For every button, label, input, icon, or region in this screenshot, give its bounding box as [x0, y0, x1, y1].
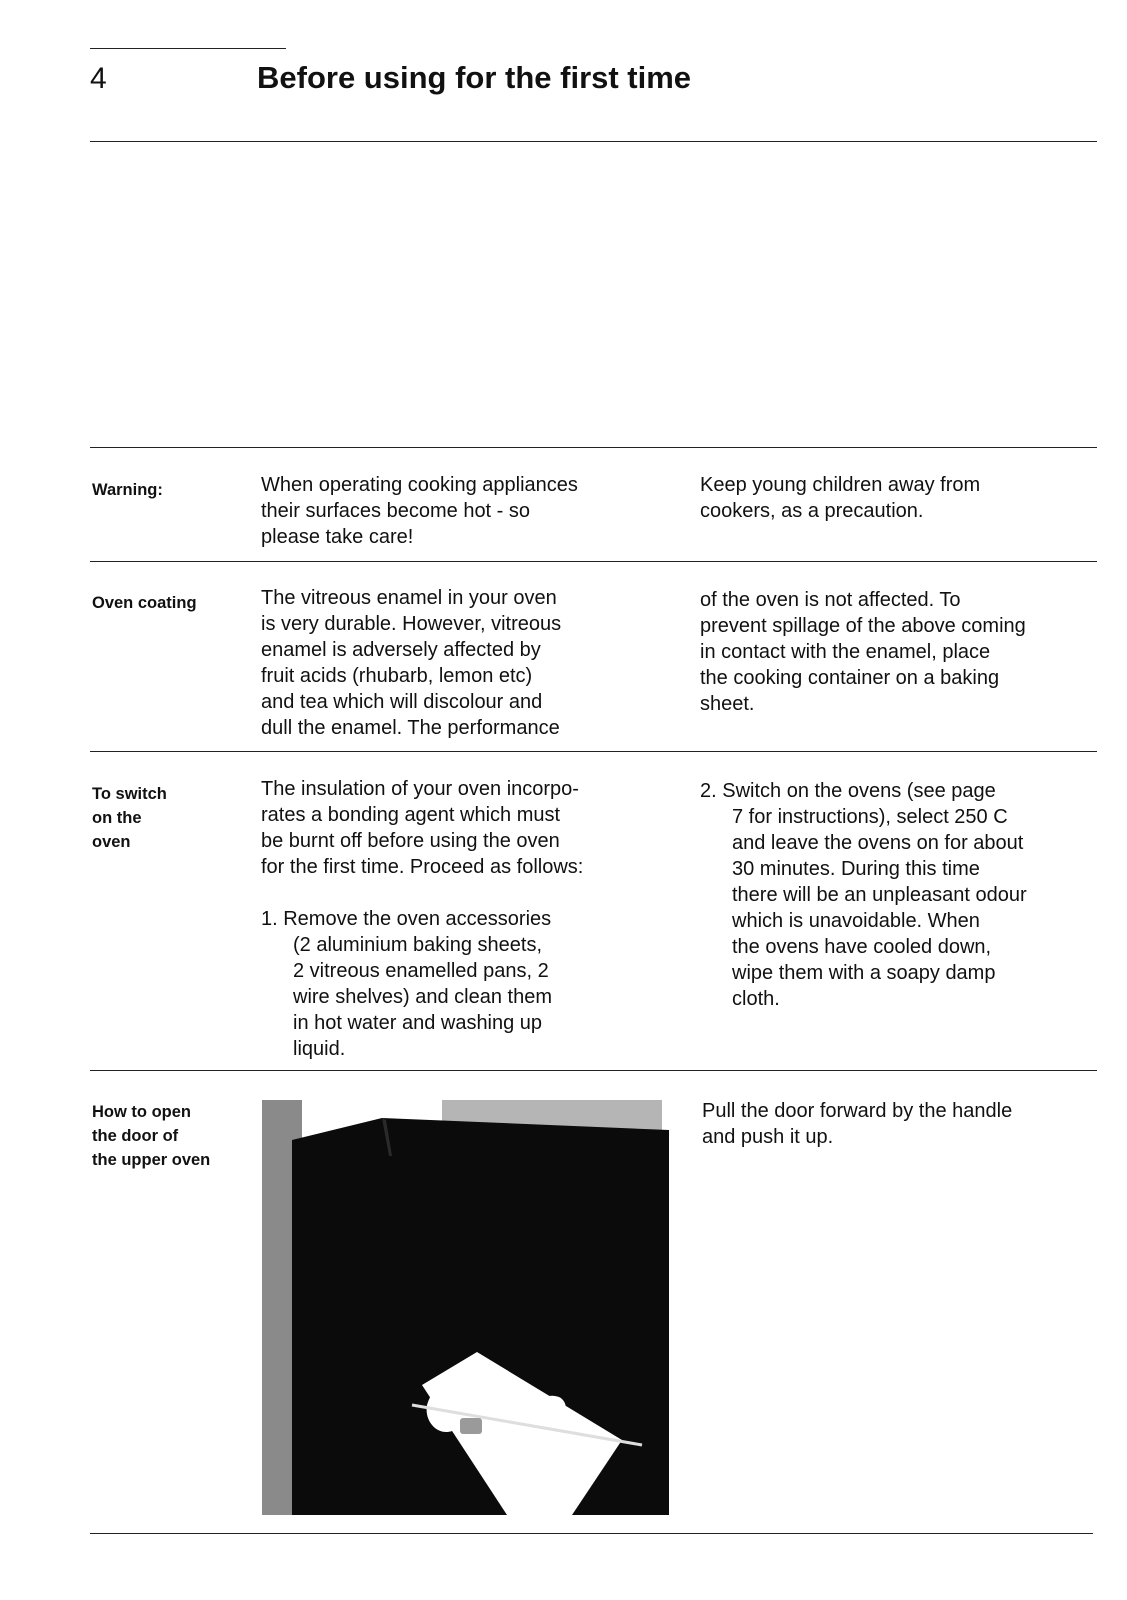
header-short-rule [90, 48, 286, 49]
oven-coating-text-col2: of the oven is not affected. To prevent spillage of the above coming in contact with the enamel, place the cooking container on a baking sheet. [700, 589, 1026, 715]
bottom-rule [90, 1533, 1093, 1534]
oven-door-photo [262, 1100, 669, 1515]
header-rule [90, 141, 1097, 142]
switch-on-intro: The insulation of your oven incorpo- rates a bonding agent which must be burnt off before using the oven for the first time. Proceed as follows: [261, 778, 584, 878]
warning-rule [90, 447, 1097, 448]
oven-coating-rule [90, 561, 1097, 562]
open-door-text: Pull the door forward by the handle and push it up. [702, 1100, 1013, 1148]
switch-on-rule [90, 751, 1097, 752]
open-door-rule [90, 1070, 1097, 1071]
switch-on-label: To switch on the oven [92, 785, 167, 851]
page-title: Before using for the first time [257, 60, 692, 95]
page-number: 4 [90, 62, 107, 95]
warning-text-col1: When operating cooking appliances their surfaces become hot - so please take care! [261, 474, 578, 548]
switch-on-step-1: 1. Remove the oven accessories (2 aluminium baking sheets, 2 vitreous enamelled pans, 2 wire shelves) and clean them in hot water and washing up liquid. [261, 908, 553, 1060]
warning-label: Warning: [92, 481, 163, 499]
oven-coating-text-col1: The vitreous enamel in your oven is very durable. However, vitreous enamel is adversely affected by fruit acids (rhubarb, lemon etc) and tea which will discolour and dull the enamel. The performance [261, 587, 562, 739]
warning-text-col2: Keep young children away from cookers, as a precaution. [700, 474, 981, 522]
switch-on-step-2: 2. Switch on the ovens (see page 7 for instructions), select 250 C and leave the ovens on for about 30 minutes. During this time there will be an unpleasant odour which is unavoidable. When the ovens have cooled down, wipe them with a soapy damp cloth. [700, 780, 1027, 1010]
oven-coating-label: Oven coating [92, 594, 197, 612]
watch [460, 1418, 482, 1434]
open-door-label: How to open the door of the upper oven [92, 1103, 211, 1169]
